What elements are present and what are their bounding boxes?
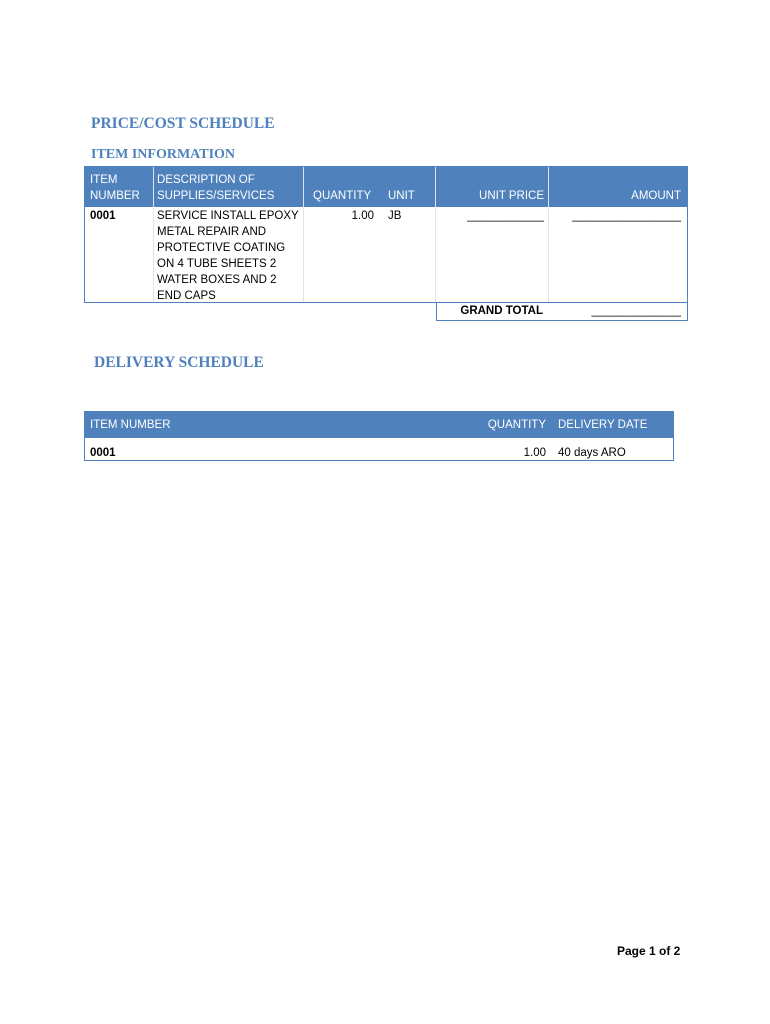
row-item-number: 0001	[90, 210, 116, 222]
row-quantity: 1.00	[351, 210, 374, 222]
delivery-row-item-number: 0001	[90, 447, 116, 459]
delivery-row-quantity: 1.00	[523, 447, 546, 459]
header-item-number: ITEM NUMBER	[90, 174, 140, 202]
delivery-schedule-heading: DELIVERY SCHEDULE	[94, 354, 264, 371]
delivery-header-quantity: QUANTITY	[487, 419, 546, 431]
grand-total-row	[436, 303, 688, 321]
column-divider	[548, 167, 549, 302]
delivery-header-date: DELIVERY DATE	[558, 419, 648, 431]
delivery-row-date: 40 days ARO	[558, 447, 626, 459]
header-amount: AMOUNT	[631, 190, 681, 202]
item-information-heading: ITEM INFORMATION	[91, 147, 236, 162]
header-unit-price: UNIT PRICE	[479, 190, 544, 202]
delivery-header-item-number: ITEM NUMBER	[90, 419, 171, 431]
item-information-table	[84, 166, 688, 303]
price-cost-schedule-heading: PRICE/COST SCHEDULE	[91, 115, 275, 132]
header-unit: UNIT	[388, 190, 415, 202]
grand-total-label: GRAND TOTAL	[460, 305, 543, 317]
row-unit: JB	[388, 210, 402, 222]
column-divider	[435, 167, 436, 302]
column-divider	[303, 167, 304, 302]
grand-total-value: ______________	[591, 305, 681, 317]
row-unit-price: ____________	[467, 210, 544, 222]
header-quantity: QUANTITY	[313, 190, 372, 202]
row-description: SERVICE INSTALL EPOXY METAL REPAIR AND PROTECTIVE COATING ON 4 TUBE SHEETS 2 WATER BOXES AND 2 END CAPS	[157, 210, 299, 302]
delivery-schedule-table	[84, 411, 674, 461]
row-amount: _________________	[572, 210, 681, 222]
column-divider	[153, 167, 154, 302]
header-description: DESCRIPTION OF SUPPLIES/SERVICES	[157, 174, 275, 202]
page-number: Page 1 of 2	[617, 944, 681, 958]
